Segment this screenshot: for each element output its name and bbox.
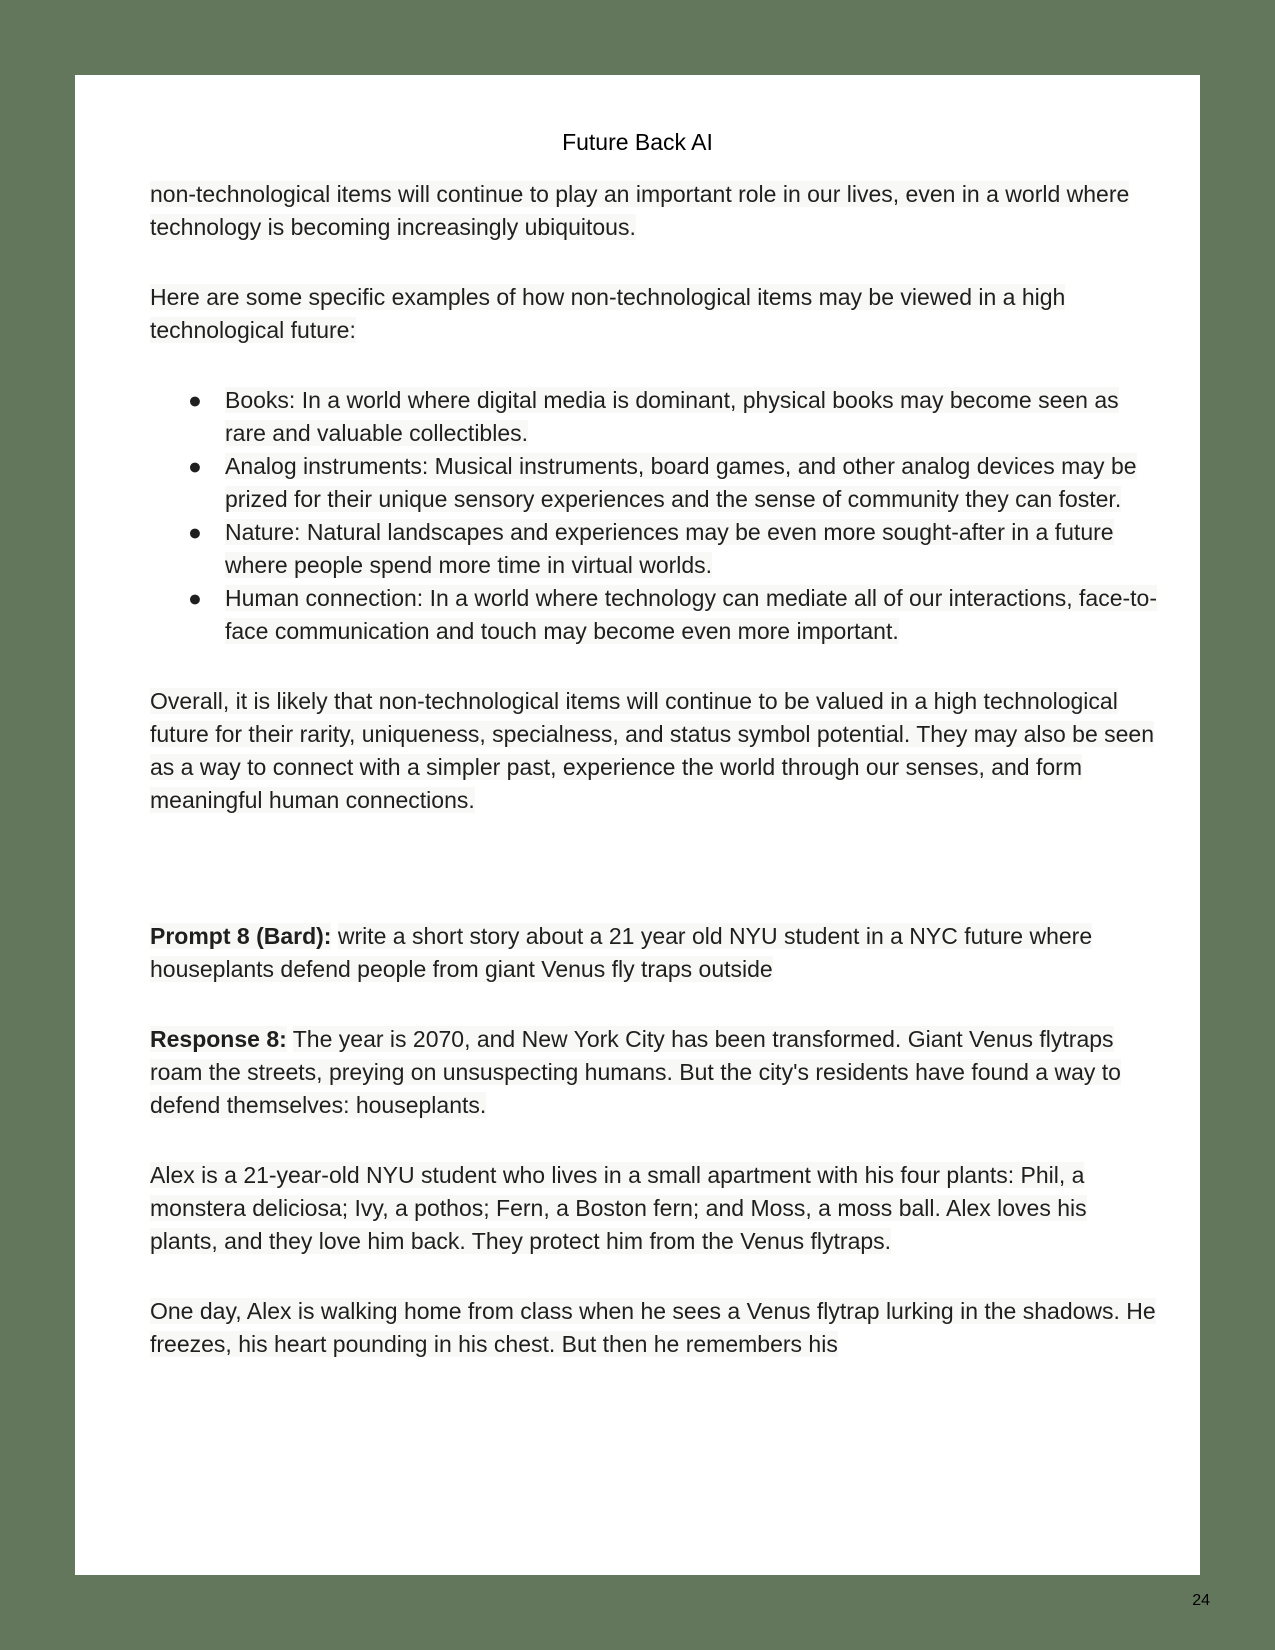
prompt-text: write a short story about a 21 year old NYU student in a NYC future where houseplants defend people from giant Venus fly traps outside (150, 923, 1093, 982)
paragraph-continued (150, 178, 1160, 244)
paragraph-one-day (150, 1295, 1160, 1361)
list-item-text: Nature: Natural landscapes and experiences may be even more sought-after in a future where people spend more time in virtual worlds. (225, 519, 1114, 578)
paragraph-alex (150, 1159, 1160, 1258)
page-header: Future Back AI (562, 129, 713, 155)
list-item (150, 384, 1160, 450)
prompt-label: Prompt 8 (Bard): (150, 923, 332, 949)
page-number: 24 (1192, 1592, 1210, 1609)
paragraph-continued-text: non-technological items will continue to play an important role in our lives, even in a world where technology is becoming increasingly ubiquitous. (150, 181, 1130, 240)
list-item-text: Human connection: In a world where technology can mediate all of our interactions, face-to-face communication and touch may become even more important. (225, 585, 1158, 644)
bullet-icon: ● (188, 585, 202, 611)
list-item-text: Analog instruments: Musical instruments, board games, and other analog devices may be prized for their unique sensory experiences and the sense of community they can foster. (225, 453, 1137, 512)
paragraph-one-day-text: One day, Alex is walking home from class when he sees a Venus flytrap lurking in the shadows. He freezes, his heart pounding in his chest. But then he remembers his (150, 1298, 1156, 1357)
examples-list (150, 384, 1160, 648)
page-content (150, 178, 1160, 1361)
response-label: Response 8: (150, 1026, 287, 1052)
list-item (150, 516, 1160, 582)
list-item-text: Books: In a world where digital media is dominant, physical books may become seen as rare and valuable collectibles. (225, 387, 1119, 446)
prompt-paragraph (150, 920, 1160, 986)
list-item (150, 582, 1160, 648)
bullet-icon: ● (188, 453, 202, 479)
paragraph-overall (150, 685, 1160, 817)
paragraph-alex-text: Alex is a 21-year-old NYU student who lives in a small apartment with his four plants: Phil, a monstera deliciosa; Ivy, a pothos; Fern, a Boston fern; and Moss, a moss ball. Alex loves his plants, and they love him back. They protect him from the Venus flytraps. (150, 1162, 1087, 1254)
bullet-icon: ● (188, 387, 202, 413)
bullet-icon: ● (188, 519, 202, 545)
paragraph-examples-intro (150, 281, 1160, 347)
paragraph-examples-intro-text: Here are some specific examples of how non-technological items may be viewed in a high technological future: (150, 284, 1066, 343)
list-item (150, 450, 1160, 516)
response-text: The year is 2070, and New York City has been transformed. Giant Venus flytraps roam the streets, preying on unsuspecting humans. But the city's residents have found a way to defend themselves: houseplants. (150, 1026, 1121, 1118)
document-page (75, 75, 1200, 1575)
paragraph-overall-text: Overall, it is likely that non-technological items will continue to be valued in a high technological future for their rarity, uniqueness, specialness, and status symbol potential. They may also be seen as a way to connect with a simpler past, experience the world through our senses, and form meaningful human connections. (150, 688, 1155, 813)
response-paragraph (150, 1023, 1160, 1122)
